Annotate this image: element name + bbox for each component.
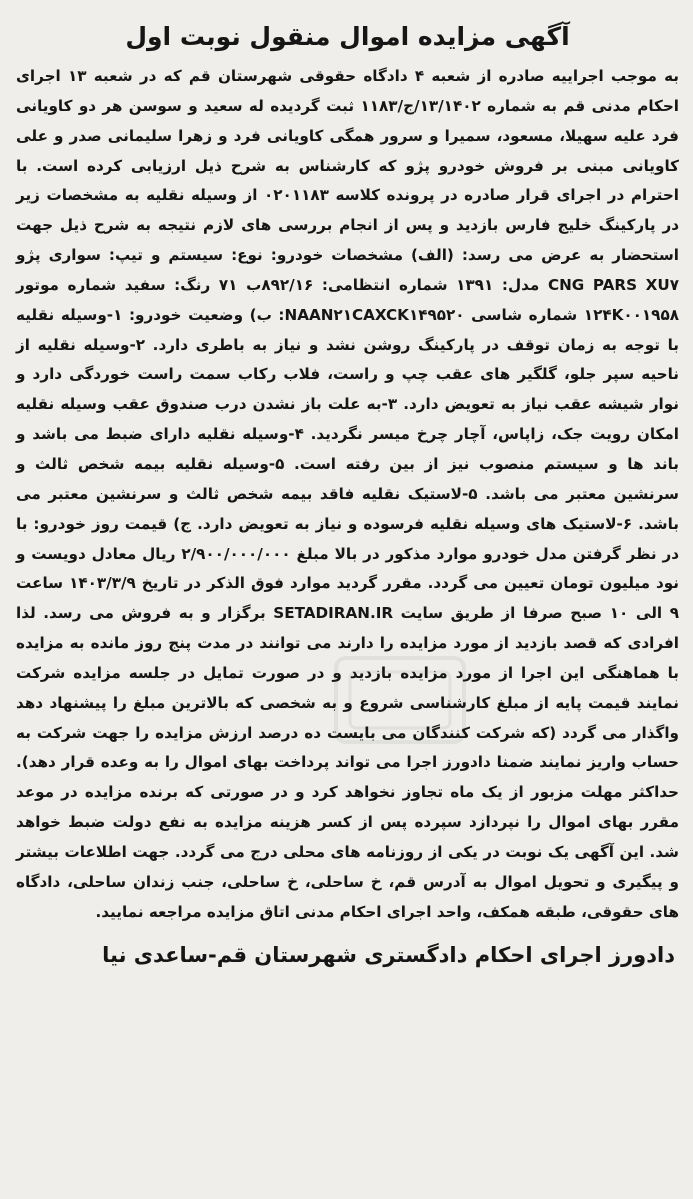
notice-body: به موجب اجراییه صادره از شعبه ۴ دادگاه حقوقی شهرستان قم که در شعبه ۱۳ اجرای احکام مدنی قم به شماره ۱۳/۱۴۰۲/ج/۱۱۸۳ ثبت گردیده له سعید و سوسن هر دو کاویانی فرد علیه سهیلا، مسعود، سمیرا و سرور همگی کاویانی فرد و زهرا سلیمانی صدر و علی کاویانی مبنی بر فروش خودرو پژو که کارشناس به شرح ذیل ارزیابی کرده است. با احترام در اجرای قرار صادره در پرونده کلاسه ۰۲۰۱۱۸۳ از وسیله نقلیه به مشخصات زیر در پارکینگ خلیج فارس بازدید و پس از انجام بررسی های لازم نتیجه به شرح ذیل جهت استحضار به عرض می رسد: (الف) مشخصات خودرو: نوع: سیستم و تیپ: سواری پژو CNG PARS XU۷ مدل: ۱۳۹۱ شماره انتظامی: ۸۹۲/۱۶ب ۷۱ رنگ: سفید شماره موتور ۱۲۴K۰۰۱۹۵۸ شماره شاسی NAAN۲۱CAXCK۱۴۹۵۲۰: ب) وضعیت خودرو: ۱-وسیله نقلیه با توجه به زمان توقف در پارکینگ روشن نشد و نیاز به باطری دارد. ۲-وسیله نقلیه از ناحیه سپر جلو، گلگیر های عقب چپ و راست، فلاب رکاب سمت راست خوردگی دارد و نوار شیشه عقب نیاز به تعویض دارد. ۳-به علت باز نشدن درب صندوق عقب وسیله نقلیه امکان رویت جک، زاپاس، آچار چرخ میسر نگردید. ۴-وسیله نقلیه دارای ضبط می باشد و باند ها و سیستم منصوب نیز از بین رفته است. ۵-وسیله نقلیه بیمه شخص ثالث و سرنشین معتبر می باشد. ۵-لاستیک نقلیه فاقد بیمه شخص ثالث و سرنشین معتبر می باشد. ۶-لاستیک های وسیله نقلیه فرسوده و نیاز به تعویض دارد. ج) قیمت روز خودرو: با در نظر گرفتن مدل خودرو موارد مذکور در بالا مبلغ ۲/۹۰۰/۰۰۰/۰۰۰ ریال معادل دویست و نود میلیون تومان تعیین می گردد. مقرر گردید موارد فوق الذکر در تاریخ ۱۴۰۳/۳/۹ ساعت ۹ الی ۱۰ صبح صرفا از طریق سایت SETADIRAN.IR برگزار و به فروش می رسد. لذا افرادی که قصد بازدید از مورد مزایده را دارند می توانند در مدت پنج روز مانده به مزایده با هماهنگی این اجرا از مورد مزایده بازدید و در صورت تمایل در جلسه مزایده شرکت نمایند قیمت پایه از مبلغ کارشناسی شروع و به شخصی که بالاترین مبلغ را پیشنهاد دهد واگذار می گردد (که شرکت کنندگان می بایست ده درصد ارزش مزایده را جهت شرکت به حساب واریز نمایند ضمنا دادورز اجرا می تواند پرداخت بهای اموال را به وعده قرار دهد). حداکثر مهلت مزبور از یک ماه تجاوز نخواهد کرد و در صورتی که برنده مزایده در موعد مقرر بهای اموال را نپردازد سپرده پس از کسر هزینه مزایده به نفع دولت ضبط خواهد شد. این آگهی یک نوبت در یکی از روزنامه های محلی درج می گردد. جهت اطلاعات بیشتر و پیگیری و تحویل اموال به آدرس قم، خ ساحلی، خ ساحلی، جنب زندان ساحلی، دادگاه های حقوقی، طبقه همکف، واحد اجرای احکام مدنی اتاق مزایده مراجعه نمایید. xyxy=(16,67,680,921)
notice-title: آگهی مزایده اموال منقول نوبت اول xyxy=(125,22,570,51)
notice-signature: دادورز اجرای احکام دادگستری شهرستان قم-ساعدی نیا xyxy=(102,943,675,968)
